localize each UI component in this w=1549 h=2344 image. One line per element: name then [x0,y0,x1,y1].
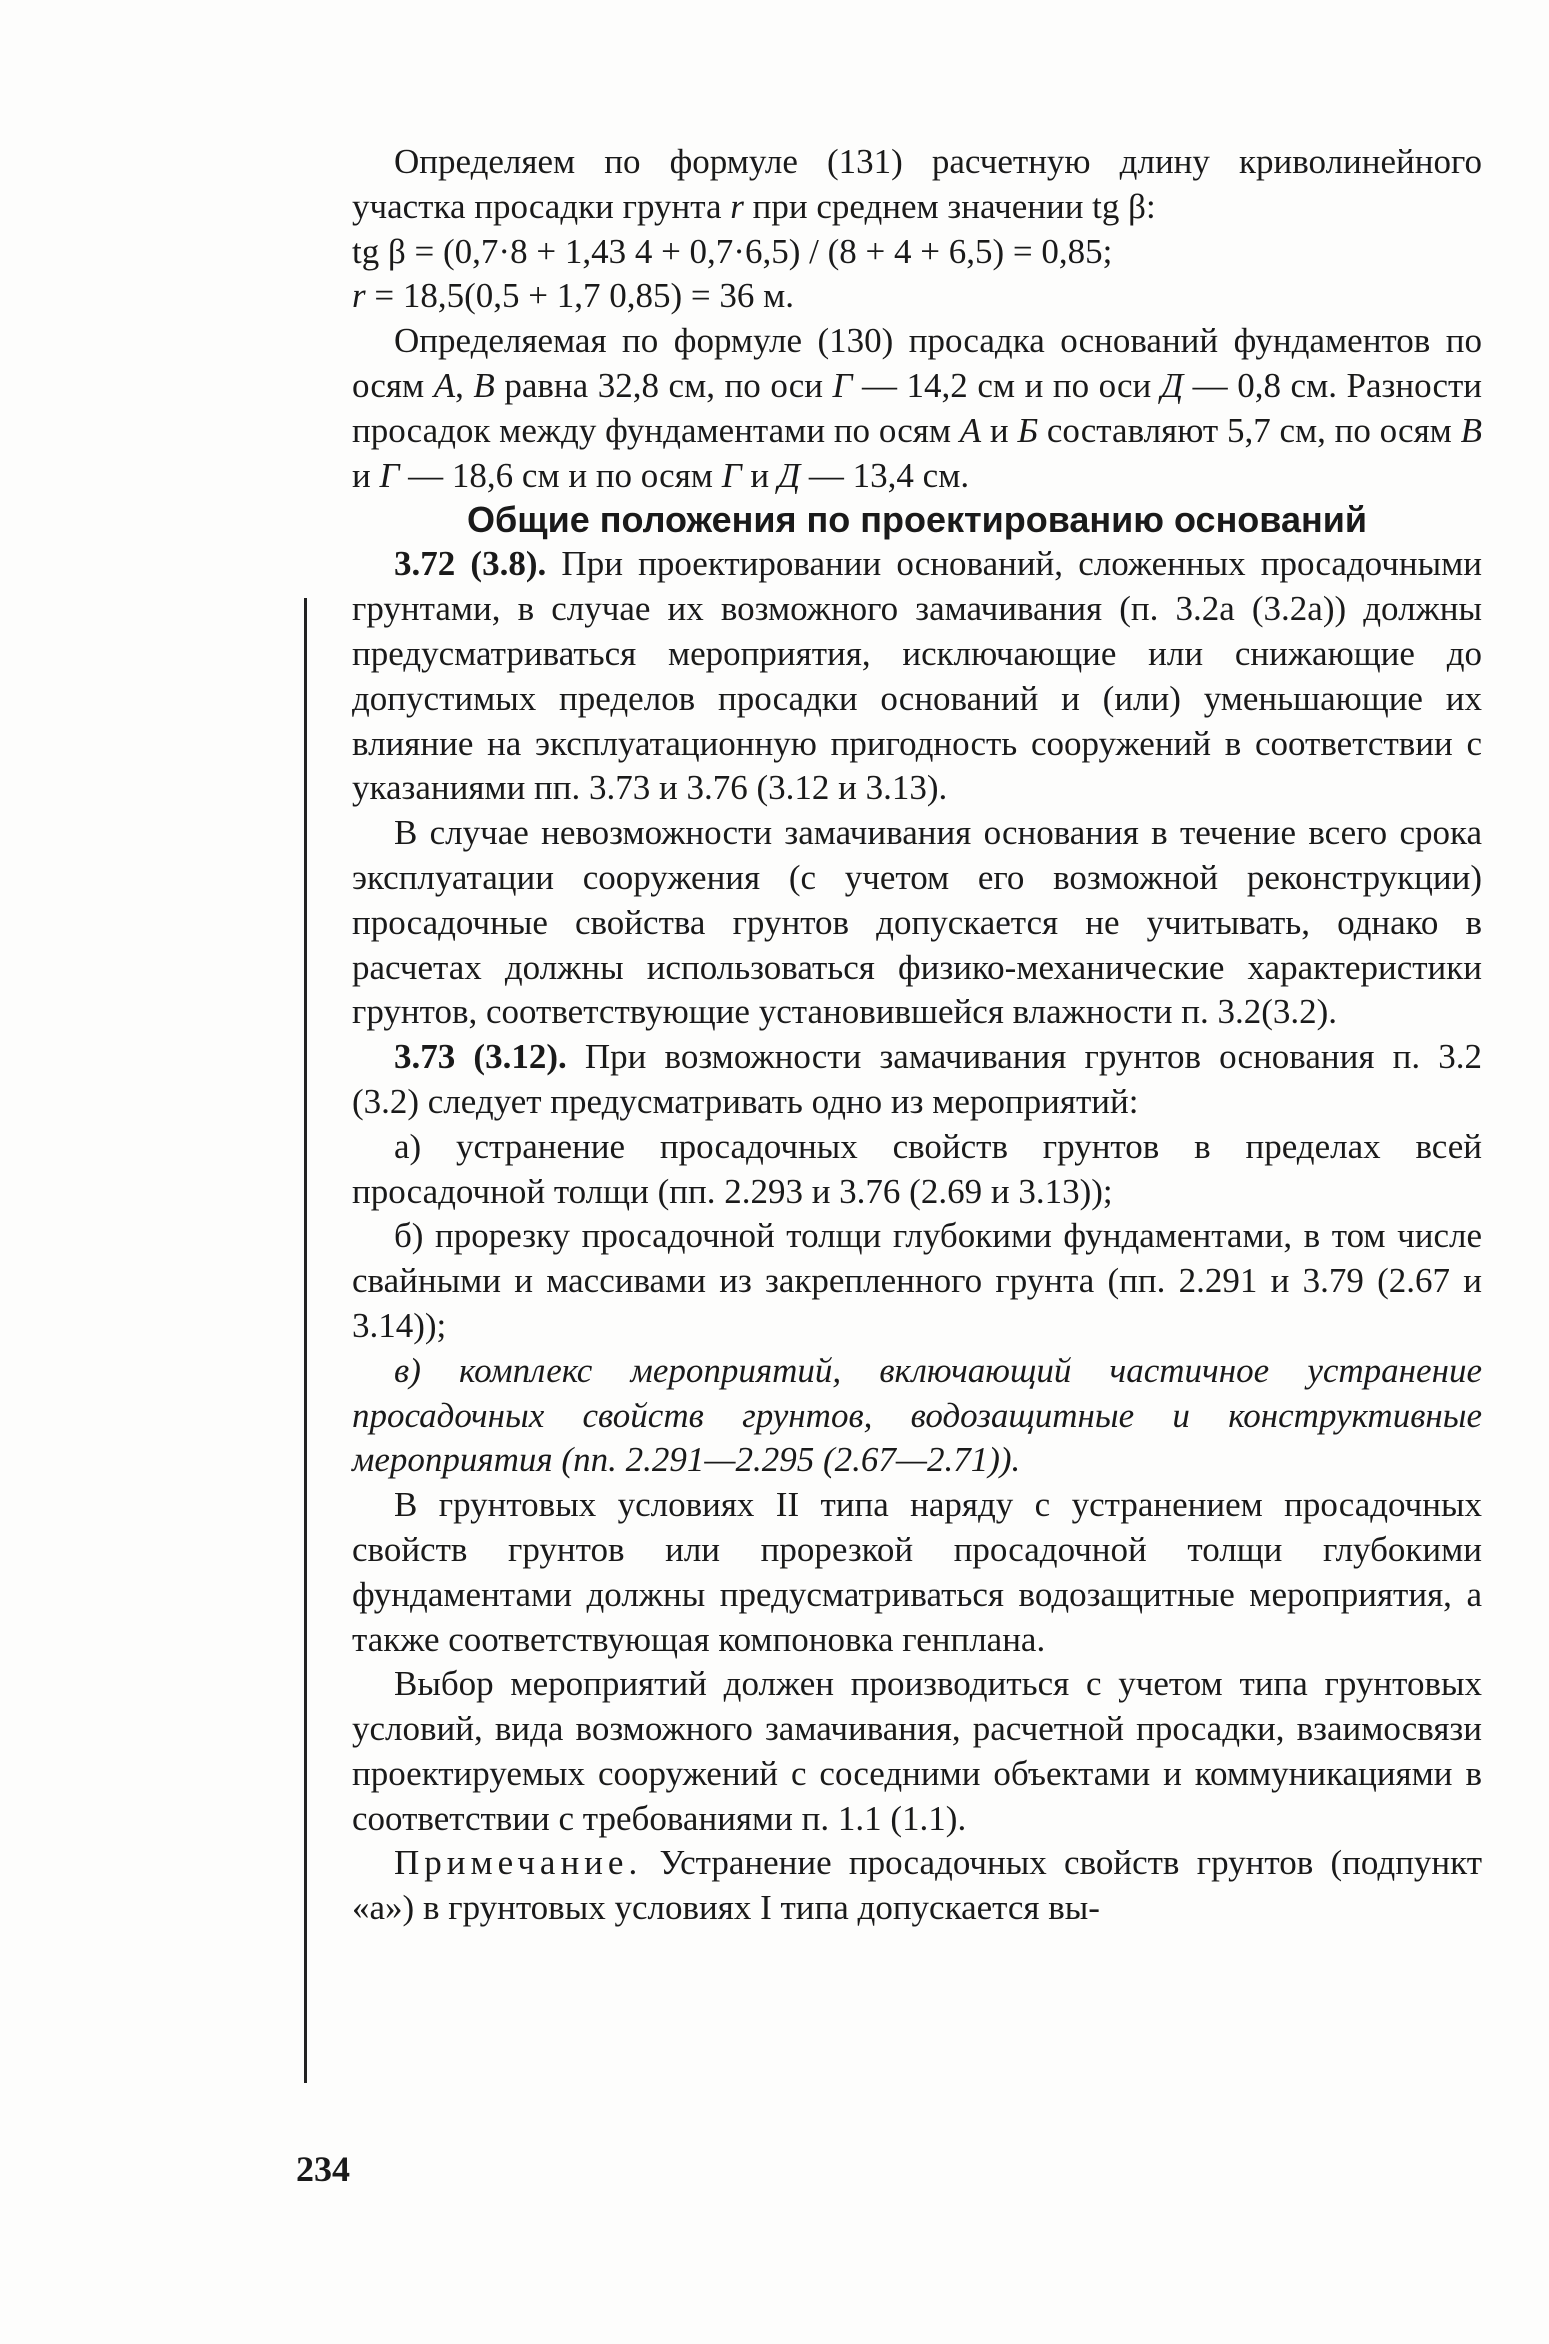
note [352,1841,1482,1931]
clause-number: 3.73 (3.12). [394,1037,567,1077]
list-item-b: б) прорезку просадочной толщи глубокими фундаментами, в том числе свайными и массивами из закрепленного грунта (пп. 2.291 и 3.79 (2.67 и 3.14)); [352,1216,1482,1345]
p2-text: Определяемая по формуле (130) просадка оснований фундаментов по осям [352,321,1482,405]
axis-label: Д [777,455,801,495]
axis-label: Б [1017,410,1039,450]
formula-2-text: = 18,5(0,5 + 1,7 0,85) = 36 м. [365,276,795,316]
p2-text: — 0,8 см. Разности просадок между фундаментами по осям [352,365,1483,450]
clause-text: При возможности замачивания грунтов основания п. 3.2 (3.2) следует предусматривать одно из мероприятий: [352,1037,1483,1121]
list-item-v-label: в) комплекс мероприятий [394,1350,833,1390]
axis-label: А [959,410,982,450]
formula-tg-beta [352,230,1482,275]
axis-label: Г [721,455,742,495]
paragraph-no-wetting: В случае невозможности замачивания основания в течение всего срока эксплуатации сооружения (с учетом его возможной реконструкции) просадочные свойства грунтов допускается не учитывать, однако в расчетах должны использоваться физико-механические характеристики грунтов, соответствующие установившейся влажности п. 3.2(3.2). [352,813,1482,1032]
p2-text: и [741,455,778,495]
p2-text: — 13,4 см. [800,455,970,495]
axis-label: Д [1160,365,1184,405]
section-heading: Общие положения по проектированию оснований [467,499,1367,541]
page-number: 234 [296,2149,350,2189]
axis-label: Г [379,455,400,495]
margin-change-bar [304,598,307,2083]
note-text: Устранение просадочных свойств грунтов (подпункт «а») в грунтовых условиях I типа допускается вы- [352,1843,1482,1928]
clause-3-72 [352,542,1482,811]
list-item-v [352,1349,1482,1483]
p2-text: и [981,410,1018,450]
p2-text: равна 32,8 см, по оси [494,365,833,405]
formula-1-text: tg β = (0,7·8 + 1,43 4 + 0,7·6,5) / (8 + 4 + 6,5) = 0,85; [352,231,1113,271]
axis-label: А [433,365,456,405]
formula-2-var: r [352,276,366,316]
axis-label: В [473,365,495,405]
intro-var: r [730,186,744,226]
paragraph-choice: Выбор мероприятий должен производиться с учетом типа грунтовых условий, вида возможного замачивания, расчетной просадки, взаимосвязи проектируемых сооружений с соседними объектами и коммуникациями в соответствии с требованиями п. 1.1 (1.1). [352,1664,1482,1838]
note-label: Примечание. [394,1843,643,1883]
p2-text: — 18,6 см и по осям [399,455,722,495]
paragraph-intro [352,140,1482,230]
list-item-v-text: , включающий частичное устранение просадочных свойств грунтов, водозащитные и конструктивные мероприятия (пп. 2.291—2.295 (2.67—2.71)). [352,1350,1482,1480]
intro-text-end: при среднем значении tg β: [743,186,1156,226]
intro-text: Определяем по формуле (131) расчетную длину криволинейного участка просадки грунта [352,142,1482,226]
axis-label: В [1460,410,1482,450]
formula-r [352,274,1482,319]
clause-number: 3.72 (3.8). [394,544,547,584]
list-item-a: а) устранение просадочных свойств грунтов в пределах всей просадочной толщи (пп. 2.293 и 3.76 (2.69 и 3.13)); [352,1126,1482,1211]
axis-label: Г [832,365,853,405]
p2-text: составляют 5,7 см, по осям [1038,410,1461,450]
p2-text: — 14,2 см и по оси [852,365,1161,405]
p2-text: и [352,455,380,495]
clause-text: При проектировании оснований, сложенных просадочными грунтами, в случае их возможного замачивания (п. 3.2а (3.2а)) должны предусматриваться мероприятия, исключающие или снижающие до допустимых пределов просадки оснований и (или) уменьшающие их влияние на эксплуатационную пригодность сооружений в соответствии с указаниями пп. 3.73 и 3.76 (3.12 и 3.13). [352,544,1482,808]
body-text [352,140,1482,1931]
p2-text: , [455,365,474,405]
paragraph-settlement [352,319,1482,498]
clause-3-73 [352,1035,1482,1125]
paragraph-type-2: В грунтовых условиях II типа наряду с устранением просадочных свойств грунтов или прорезкой просадочной толщи глубокими фундаментами должны предусматриваться водозащитные мероприятия, а также соответствующая компоновка генплана. [352,1485,1482,1659]
